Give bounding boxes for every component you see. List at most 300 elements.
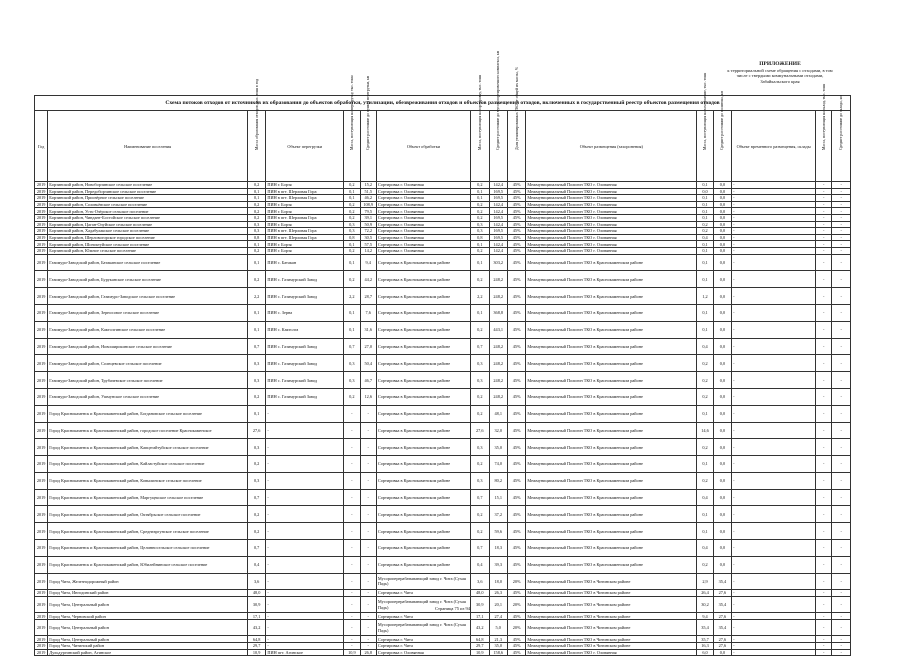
cell-dt: - xyxy=(832,271,851,288)
cell-m: 0,7 xyxy=(247,540,265,557)
cell-op: Сортировка г. Оловянная xyxy=(376,649,470,656)
header-dist-processing: Среднее расстояние до мусоросортировочного комплекса, км xyxy=(489,111,507,182)
cell-md: 0,4 xyxy=(697,338,713,355)
cell-sh: 20% xyxy=(507,573,525,590)
cell-dp: 142,4 xyxy=(489,182,507,189)
cell-y: 2019 xyxy=(35,195,48,202)
cell-mp: 0,2 xyxy=(471,506,489,523)
cell-ml: - xyxy=(344,556,360,573)
cell-sh: 20% xyxy=(507,596,525,613)
cell-m: 0,3 xyxy=(247,221,265,228)
cell-mt: - xyxy=(816,201,832,208)
cell-mt: - xyxy=(816,405,832,422)
cell-op: Сортировка в Краснокаменском районе xyxy=(376,388,470,405)
cell-od: Межмуниципальный Полигон ТКО в Читинском районе xyxy=(526,573,697,590)
cell-n: Газимуро-Заводский район, Буруканское сельское поселение xyxy=(48,271,248,288)
cell-od: Межмуниципальный Полигон ТКО в Краснокаменском районе xyxy=(526,556,697,573)
cell-mp: 0,1 xyxy=(471,304,489,321)
cell-sh: 45% xyxy=(507,489,525,506)
cell-mt: - xyxy=(816,304,832,321)
cell-o: - xyxy=(266,439,344,456)
table-body xyxy=(35,182,851,656)
cell-ml: - xyxy=(344,523,360,540)
cell-n: Город Краснокаменск и Краснокаменский район, Ковылинское сельское поселение xyxy=(48,472,248,489)
cell-dp: 248,2 xyxy=(489,338,507,355)
cell-ml: 0,1 xyxy=(344,188,360,195)
cell-ot: - xyxy=(732,271,816,288)
cell-y: 2019 xyxy=(35,241,48,248)
cell-n: Борзинский район, Хадабулакское сельское поселение xyxy=(48,228,248,235)
cell-ml: 0,1 xyxy=(344,241,360,248)
cell-mp: 0,4 xyxy=(471,556,489,573)
cell-op: Сортировка г. Оловянная xyxy=(376,182,470,189)
cell-dp: 20,1 xyxy=(489,596,507,613)
cell-dt: - xyxy=(832,405,851,422)
cell-n: Газимуро-Заводский район, Трубачевское сельское поселение xyxy=(48,372,248,389)
cell-dd: 0,0 xyxy=(713,214,731,221)
cell-op: Сортировка в Краснокаменском районе xyxy=(376,372,470,389)
cell-sh: 45% xyxy=(507,405,525,422)
cell-o: ПИН в пгт. Шерловая Гора xyxy=(266,234,344,241)
cell-ot: - xyxy=(732,304,816,321)
cell-dd: 27,6 xyxy=(713,613,731,620)
cell-mt: - xyxy=(816,523,832,540)
table-row xyxy=(35,619,851,636)
cell-ot: - xyxy=(732,338,816,355)
cell-dt: - xyxy=(832,590,851,597)
cell-md: 30,2 xyxy=(697,596,713,613)
cell-mt: - xyxy=(816,489,832,506)
cell-dt: - xyxy=(832,573,851,590)
cell-dt: - xyxy=(832,214,851,221)
cell-y: 2019 xyxy=(35,472,48,489)
cell-y: 2019 xyxy=(35,523,48,540)
cell-dd: 27,6 xyxy=(713,636,731,643)
cell-sh: 45% xyxy=(507,321,525,338)
cell-op: Сортировка в Краснокаменском районе xyxy=(376,489,470,506)
cell-ot: - xyxy=(732,214,816,221)
cell-mt: - xyxy=(816,241,832,248)
cell-dl: 26,8 xyxy=(360,649,376,656)
cell-dd: 0,0 xyxy=(713,456,731,473)
cell-dp: 169,5 xyxy=(489,188,507,195)
cell-mp: 0,1 xyxy=(471,254,489,271)
cell-y: 2019 xyxy=(35,208,48,215)
table-row xyxy=(35,221,851,228)
cell-dd: 27,6 xyxy=(713,642,731,649)
cell-y: 2019 xyxy=(35,182,48,189)
cell-m: 0,3 xyxy=(247,228,265,235)
cell-m: 0,3 xyxy=(247,355,265,372)
cell-sh: 45% xyxy=(507,201,525,208)
cell-m: 0,7 xyxy=(247,338,265,355)
cell-ml: 0,2 xyxy=(344,182,360,189)
table-row xyxy=(35,642,851,649)
cell-n: Борзинский район, Соловьёвское сельское поселение xyxy=(48,201,248,208)
table-row xyxy=(35,372,851,389)
cell-ml: - xyxy=(344,613,360,620)
cell-mp: 0,3 xyxy=(471,372,489,389)
cell-dd: 0,0 xyxy=(713,288,731,305)
cell-op: Сортировка в Краснокаменском районе xyxy=(376,321,470,338)
cell-dp: 80,2 xyxy=(489,472,507,489)
cell-n: Город Краснокаменск и Краснокаменский район, городское поселение Краснокаменское xyxy=(48,422,248,439)
cell-dt: - xyxy=(832,388,851,405)
cell-md: 6,0 xyxy=(697,649,713,656)
cell-mt: - xyxy=(816,195,832,202)
cell-od: Межмуниципальный Полигон ТКО г. Оловянная xyxy=(526,214,697,221)
cell-mp: 27,6 xyxy=(471,422,489,439)
cell-dp: 368,8 xyxy=(489,304,507,321)
cell-ot: - xyxy=(732,182,816,189)
cell-md: 0,2 xyxy=(697,228,713,235)
cell-ot: - xyxy=(732,247,816,254)
cell-od: Межмуниципальный Полигон ТКО г. Оловянная xyxy=(526,228,697,235)
cell-op: Мусороперерабатывающий завод г. Чита (Сухая Падь) xyxy=(376,573,470,590)
cell-y: 2019 xyxy=(35,188,48,195)
cell-dl: 50,9 xyxy=(360,221,376,228)
cell-o: - xyxy=(266,613,344,620)
header-mass-processing: Масса, поступающая на сортировку, тыс. тонн xyxy=(471,111,489,182)
cell-dl: - xyxy=(360,556,376,573)
cell-od: Межмуниципальный Полигон ТКО г. Оловянная xyxy=(526,195,697,202)
cell-o: ПИН г. Борзя xyxy=(266,221,344,228)
cell-dp: 169,5 xyxy=(489,228,507,235)
cell-sh: 20% xyxy=(507,619,525,636)
cell-y: 2019 xyxy=(35,456,48,473)
cell-sh: 45% xyxy=(507,271,525,288)
cell-dt: - xyxy=(832,254,851,271)
cell-dd: 0,0 xyxy=(713,195,731,202)
cell-ml: 0,3 xyxy=(344,355,360,372)
cell-dt: - xyxy=(832,636,851,643)
cell-o: - xyxy=(266,540,344,557)
cell-op: Сортировка в Краснокаменском районе xyxy=(376,556,470,573)
cell-y: 2019 xyxy=(35,619,48,636)
cell-dp: 248,2 xyxy=(489,372,507,389)
cell-od: Межмуниципальный Полигон ТКО в Краснокаменском районе xyxy=(526,338,697,355)
cell-dt: - xyxy=(832,221,851,228)
cell-mt: - xyxy=(816,234,832,241)
cell-op: Сортировка в Краснокаменском районе xyxy=(376,288,470,305)
cell-m: 0,2 xyxy=(247,271,265,288)
table-row xyxy=(35,613,851,620)
cell-y: 2019 xyxy=(35,388,48,405)
cell-m: 48,0 xyxy=(247,590,265,597)
cell-dd: 0,0 xyxy=(713,304,731,321)
cell-ml: 0,2 xyxy=(344,271,360,288)
cell-dd: 0,0 xyxy=(713,201,731,208)
cell-mt: - xyxy=(816,188,832,195)
cell-dd: 0,0 xyxy=(713,208,731,215)
cell-m: 0,3 xyxy=(247,372,265,389)
cell-ot: - xyxy=(732,422,816,439)
cell-op: Сортировка в Краснокаменском районе xyxy=(376,271,470,288)
cell-dt: - xyxy=(832,355,851,372)
cell-sh: 45% xyxy=(507,613,525,620)
cell-ot: - xyxy=(732,649,816,656)
cell-y: 2019 xyxy=(35,201,48,208)
cell-y: 2019 xyxy=(35,506,48,523)
cell-dt: - xyxy=(832,228,851,235)
cell-dt: - xyxy=(832,422,851,439)
cell-o: ПИН г. Борзя xyxy=(266,247,344,254)
cell-dp: 248,2 xyxy=(489,388,507,405)
cell-mp: 0,1 xyxy=(471,241,489,248)
cell-ot: - xyxy=(732,523,816,540)
cell-n: Газимуро-Заводский район, Солнцевское сельское поселение xyxy=(48,355,248,372)
table-row xyxy=(35,636,851,643)
cell-ml: 0,2 xyxy=(344,201,360,208)
cell-o: ПИН с. Кактолга xyxy=(266,321,344,338)
cell-dp: 142,4 xyxy=(489,247,507,254)
page-footer: Страница 75 из 94 xyxy=(435,606,470,611)
header-mass-disposal: Масса, поступающая на захоронение, тыс. тонн xyxy=(697,111,713,182)
cell-mt: - xyxy=(816,472,832,489)
table-row xyxy=(35,247,851,254)
cell-y: 2019 xyxy=(35,649,48,656)
cell-dt: - xyxy=(832,182,851,189)
cell-od: Межмуниципальный Полигон ТКО в Читинском районе xyxy=(526,596,697,613)
cell-md: 1,2 xyxy=(697,288,713,305)
cell-od: Межмуниципальный Полигон ТКО в Краснокаменском районе xyxy=(526,422,697,439)
cell-md: 35,7 xyxy=(697,636,713,643)
cell-m: 64,8 xyxy=(247,636,265,643)
cell-dl: 57,5 xyxy=(360,241,376,248)
cell-od: Межмуниципальный Полигон ТКО в Краснокаменском районе xyxy=(526,506,697,523)
cell-m: 0,2 xyxy=(247,247,265,254)
cell-dp: 248,2 xyxy=(489,271,507,288)
cell-o: ПИН с. Газимурский Завод xyxy=(266,271,344,288)
cell-md: 0,4 xyxy=(697,234,713,241)
cell-dl: 51,5 xyxy=(360,188,376,195)
cell-y: 2019 xyxy=(35,590,48,597)
cell-md: 0,4 xyxy=(697,489,713,506)
cell-dd: 0,0 xyxy=(713,556,731,573)
cell-y: 2019 xyxy=(35,405,48,422)
cell-o: - xyxy=(266,642,344,649)
cell-dt: - xyxy=(832,188,851,195)
cell-ot: - xyxy=(732,188,816,195)
cell-sh: 45% xyxy=(507,540,525,557)
cell-mp: 17,1 xyxy=(471,613,489,620)
cell-dl: - xyxy=(360,596,376,613)
cell-mp: 0,7 xyxy=(471,489,489,506)
cell-o: ПИН с. Газимурский Завод xyxy=(266,338,344,355)
cell-y: 2019 xyxy=(35,642,48,649)
cell-dl: 27,0 xyxy=(360,338,376,355)
cell-op: Сортировка в Краснокаменском районе xyxy=(376,405,470,422)
cell-sh: 45% xyxy=(507,523,525,540)
cell-od: Межмуниципальный Полигон ТКО в Краснокаменском районе xyxy=(526,304,697,321)
cell-sh: 45% xyxy=(507,556,525,573)
cell-dl: - xyxy=(360,422,376,439)
cell-y: 2019 xyxy=(35,304,48,321)
cell-od: Межмуниципальный Полигон ТКО в Читинском районе xyxy=(526,613,697,620)
cell-sh: 45% xyxy=(507,182,525,189)
cell-mp: 3,6 xyxy=(471,573,489,590)
cell-mt: - xyxy=(816,247,832,254)
cell-op: Сортировка в Краснокаменском районе xyxy=(376,439,470,456)
cell-n: Борзинский район, Чиндант-Бостойское сельское поселение xyxy=(48,214,248,221)
cell-od: Межмуниципальный Полигон ТКО в Краснокаменском районе xyxy=(526,472,697,489)
cell-o: - xyxy=(266,456,344,473)
cell-dp: 142,4 xyxy=(489,241,507,248)
cell-dl: 108,9 xyxy=(360,201,376,208)
cell-mt: - xyxy=(816,338,832,355)
cell-sh: 45% xyxy=(507,338,525,355)
cell-ml: - xyxy=(344,636,360,643)
cell-n: Дульдургинский район, Агинское xyxy=(48,649,248,656)
cell-dt: - xyxy=(832,596,851,613)
cell-m: 3,6 xyxy=(247,573,265,590)
cell-o: ПИН в пгт. Шерловая Гора xyxy=(266,195,344,202)
cell-m: 0,1 xyxy=(247,254,265,271)
cell-dd: 35,4 xyxy=(713,619,731,636)
cell-m: 0,4 xyxy=(247,556,265,573)
cell-m: 0,1 xyxy=(247,405,265,422)
cell-ml: - xyxy=(344,540,360,557)
cell-y: 2019 xyxy=(35,540,48,557)
table-row xyxy=(35,321,851,338)
cell-n: Газимуро-Заводский район, Ушмунское сельское поселение xyxy=(48,388,248,405)
cell-md: 0,2 xyxy=(697,556,713,573)
cell-dt: - xyxy=(832,372,851,389)
cell-ml: 0,3 xyxy=(344,228,360,235)
table-row xyxy=(35,254,851,271)
cell-dt: - xyxy=(832,234,851,241)
cell-mp: 0,8 xyxy=(471,234,489,241)
cell-md: 0,0 xyxy=(697,188,713,195)
cell-dl: - xyxy=(360,472,376,489)
cell-m: 0,1 xyxy=(247,195,265,202)
cell-ml: - xyxy=(344,472,360,489)
table-row xyxy=(35,388,851,405)
cell-ml: 0,2 xyxy=(344,247,360,254)
cell-dd: 0,0 xyxy=(713,540,731,557)
cell-dp: 142,4 xyxy=(489,208,507,215)
cell-o: ПИН с. Газимурский Завод xyxy=(266,372,344,389)
cell-ot: - xyxy=(732,472,816,489)
cell-y: 2019 xyxy=(35,288,48,305)
cell-ot: - xyxy=(732,489,816,506)
cell-dd: 0,0 xyxy=(713,228,731,235)
cell-md: 0,1 xyxy=(697,456,713,473)
cell-mp: 30,9 xyxy=(471,596,489,613)
cell-mp: 0,1 xyxy=(471,188,489,195)
cell-mp: 0,2 xyxy=(471,456,489,473)
cell-md: 0,2 xyxy=(697,355,713,372)
cell-md: 0,2 xyxy=(697,472,713,489)
cell-n: Город Чита, Черновский район xyxy=(48,613,248,620)
cell-dt: - xyxy=(832,439,851,456)
cell-m: 0,2 xyxy=(247,182,265,189)
appendix-line: к территориальной схеме обращения с отходами, в том xyxy=(727,68,833,74)
cell-n: Город Чита, Центральный район xyxy=(48,636,248,643)
cell-dp: 169,5 xyxy=(489,195,507,202)
cell-mp: 0,2 xyxy=(471,388,489,405)
cell-dd: 0,0 xyxy=(713,271,731,288)
cell-op: Сортировка г. Оловянная xyxy=(376,201,470,208)
cell-od: Межмуниципальный Полигон ТКО в Краснокаменском районе xyxy=(526,489,697,506)
cell-sh: 45% xyxy=(507,649,525,656)
cell-mt: - xyxy=(816,182,832,189)
cell-n: Город Краснокаменск и Краснокаменский район, Октябрьское сельское поселение xyxy=(48,506,248,523)
cell-md: 0,1 xyxy=(697,271,713,288)
cell-y: 2019 xyxy=(35,489,48,506)
cell-ot: - xyxy=(732,221,816,228)
cell-dp: 59,6 xyxy=(489,523,507,540)
cell-ml: - xyxy=(344,439,360,456)
cell-o: - xyxy=(266,422,344,439)
cell-ml: - xyxy=(344,489,360,506)
cell-dd: 35,4 xyxy=(713,573,731,590)
cell-mp: 0,3 xyxy=(471,439,489,456)
cell-dl: 72,2 xyxy=(360,228,376,235)
cell-y: 2019 xyxy=(35,372,48,389)
cell-mt: - xyxy=(816,613,832,620)
cell-o: ПИН с. Газимурский Завод xyxy=(266,388,344,405)
cell-mt: - xyxy=(816,288,832,305)
cell-dd: 0,0 xyxy=(713,489,731,506)
table-row xyxy=(35,422,851,439)
cell-mt: - xyxy=(816,439,832,456)
cell-dl: 44,2 xyxy=(360,271,376,288)
cell-dl: - xyxy=(360,456,376,473)
cell-ml: 0,2 xyxy=(344,214,360,221)
cell-op: Сортировка г. Оловянная xyxy=(376,241,470,248)
table-title: Схема потоков отходов от источников их образования до объектов обработки, утилизации, обезвреживания отходов и объектов размещения отходов, включенных в государственный реестр объектов размещения отходов xyxy=(34,95,851,110)
header-year: Год xyxy=(35,111,48,182)
cell-n: Город Чита, Железнодорожный район xyxy=(48,573,248,590)
table-row xyxy=(35,489,851,506)
cell-op: Сортировка в Краснокаменском районе xyxy=(376,338,470,355)
cell-dl: - xyxy=(360,523,376,540)
cell-od: Межмуниципальный Полигон ТКО г. Оловянная xyxy=(526,247,697,254)
cell-n: Город Краснокаменск и Краснокаменский район, Кайластуйское сельское поселение xyxy=(48,456,248,473)
cell-y: 2019 xyxy=(35,234,48,241)
cell-m: 0,1 xyxy=(247,321,265,338)
cell-dl: - xyxy=(360,405,376,422)
cell-op: Сортировка в Краснокаменском районе xyxy=(376,506,470,523)
cell-n: Борзинский район, Передоборзинское сельское поселение xyxy=(48,188,248,195)
cell-o: ПИН в пгт. Шерловая Гора xyxy=(266,188,344,195)
cell-od: Межмуниципальный Полигон ТКО г. Оловянная xyxy=(526,182,697,189)
table-row xyxy=(35,590,851,597)
cell-mt: - xyxy=(816,422,832,439)
cell-dl: - xyxy=(360,439,376,456)
cell-ot: - xyxy=(732,355,816,372)
cell-dl: 15,2 xyxy=(360,182,376,189)
cell-dp: 303,2 xyxy=(489,254,507,271)
cell-od: Межмуниципальный Полигон ТКО в Краснокаменском районе xyxy=(526,540,697,557)
cell-dd: 0,0 xyxy=(713,649,731,656)
cell-o: ПИН в пгт. Шерловая Гора xyxy=(266,228,344,235)
table-row xyxy=(35,234,851,241)
cell-od: Межмуниципальный Полигон ТКО в Краснокаменском районе xyxy=(526,456,697,473)
cell-op: Сортировка в Краснокаменском районе xyxy=(376,456,470,473)
cell-sh: 45% xyxy=(507,472,525,489)
cell-od: Межмуниципальный Полигон ТКО в Читинском районе xyxy=(526,636,697,643)
cell-mp: 0,2 xyxy=(471,247,489,254)
cell-mt: - xyxy=(816,214,832,221)
table-row xyxy=(35,304,851,321)
cell-od: Межмуниципальный Полигон ТКО г. Оловянная xyxy=(526,234,697,241)
header-dist-load: Среднее расстояние до пункта перегрузки, км xyxy=(360,111,376,182)
table-row xyxy=(35,556,851,573)
cell-md: 14,6 xyxy=(697,422,713,439)
cell-dl: - xyxy=(360,619,376,636)
